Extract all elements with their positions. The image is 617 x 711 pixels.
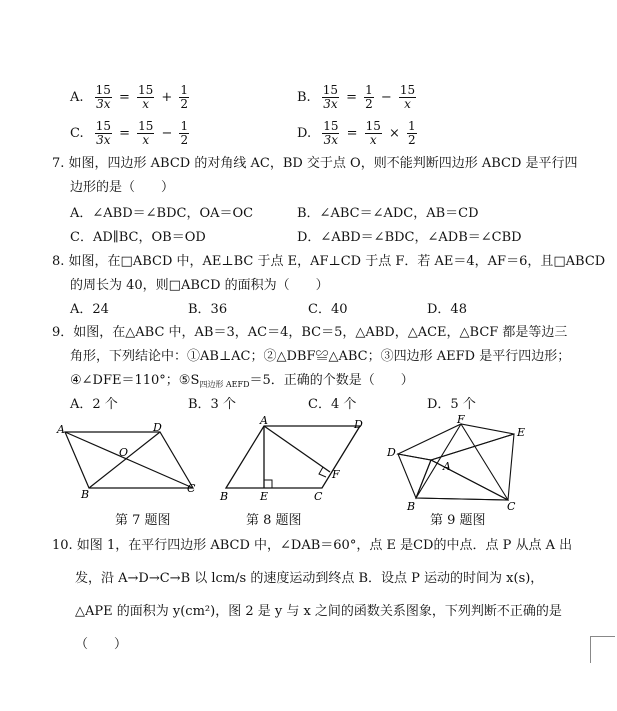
fraction: $\frac{1}{2}$ [180,83,189,111]
q7-stem-line1: 7. 如图，四边形 ABCD 的对角线 AC，BD 交于点 O，则不能判断四边形 ABCD 是平行四 [52,156,578,171]
figure-7-parallelogram [55,420,205,500]
point-label: C [314,490,323,503]
point-label: F [332,468,340,481]
option-label: D. [297,126,312,141]
point-label: D [153,421,162,434]
page-corner-mark [590,636,615,663]
fraction: $\frac{15}{x}$ [138,83,154,111]
parallelogram-abcd [226,426,360,488]
q10-stem-line4: （ ） [75,637,128,652]
altitude-af [264,426,330,472]
point-label: D [387,446,396,459]
q6-option-a: A. $\frac{15}{3x}$ = $\frac{15}{x}$ + $\frac{1}{2}$ [70,83,189,111]
figure-9-triangles [383,414,533,512]
point-label: B [81,488,90,500]
q7-stem-line2: 边形的是（ ） [70,180,175,195]
q7-option-b: B．∠ABC＝∠ADC，AB＝CD [297,206,479,221]
q8-option-d: D．48 [427,302,467,317]
fraction: $\frac{15}{x}$ [399,83,416,111]
q7-option-a: A．∠ABD＝∠BDC，OA＝OC [70,206,254,221]
q6-option-c: C. $\frac{15}{3x}$ = $\frac{15}{x}$ − $\frac{1}{2}$ [70,119,189,147]
q8-option-a: A．24 [70,302,109,317]
fraction: $\frac{15}{3x}$ [95,83,111,111]
q8-stem-line2: 的周长为 40，则□ABCD 的面积为（ ） [70,278,329,293]
q8-option-c: C．40 [308,302,348,317]
point-label: E [517,426,526,439]
fraction: $\frac{1}{2}$ [407,119,416,147]
q9-option-b: B．3 个 [188,397,236,412]
fraction: $\frac{15}{3x}$ [95,119,111,147]
triangle-abc [416,460,508,500]
quadrilateral-aefd [398,424,514,460]
point-label: A [57,423,65,436]
point-label: C [507,500,516,512]
figure-8-caption: 第 8 题图 [246,513,302,528]
point-label: B [407,500,416,512]
point-label: A [443,460,451,473]
point-label: E [260,490,269,503]
point-label: F [457,414,465,426]
fraction: $\frac{15}{3x}$ [322,83,339,111]
q10-stem-line2: 发，沿 A→D→C→B 以 lcm/s 的速度运动到终点 B．设点 P 运动的时间为 x(s)， [75,571,544,586]
point-label: O [119,446,129,459]
subscript: 四边形 AEFD [199,380,250,389]
q7-option-d: D．∠ABD＝∠BDC，∠ADB＝∠CBD [297,230,522,245]
q9-stem-line2: 角形，下列结论中：①AB⊥AC；②△DBF≌△ABC；③四边形 AEFD 是平行四边形； [70,349,571,364]
q10-stem-line3: △APE 的面积为 y(cm²)，图 2 是 y 与 x 之间的函数关系图象，下列判断不正确的是 [75,604,562,619]
triangle-abd [398,454,431,498]
figure-8-parallelogram [218,414,368,506]
figure-9-caption: 第 9 题图 [430,513,486,528]
right-angle-mark [264,480,272,488]
q9-option-d: D．5 个 [427,397,476,412]
figure-7-caption: 第 7 题图 [115,513,171,528]
q8-option-b: B．36 [188,302,228,317]
q9-option-a: A．2 个 [70,397,118,412]
fraction: $\frac{15}{x}$ [365,119,381,147]
diagonal-ac [65,432,193,488]
q10-stem-line1: 10. 如图 1，在平行四边形 ABCD 中，∠DAB＝60°，点 E 是CD的中点．点 P 从点 A 出 [52,538,573,553]
fraction: $\frac{1}{2}$ [365,83,373,111]
point-label: C [187,482,196,495]
option-label: C. [70,126,84,141]
q9-stem-line3: ④∠DFE＝110°；$⑤S_{四边形 AEFD}=5$．正确的个数是（ ） [70,373,414,389]
q9-option-c: C．4 个 [308,397,357,412]
diagonal-bd [89,432,160,488]
q8-stem-line1: 8. 如图，在□ABCD 中，AE⊥BC 于点 E，AF⊥CD 于点 F．若 AE＝4，AF＝6，且□ABCD [52,254,606,269]
option-label: A. [70,90,84,105]
point-label: D [354,418,363,431]
q9-stem-line1: 9．如图，在△ABC 中，AB＝3，AC＝4，BC＝5，△ABD，△ACE，△BCF 都是等边三 [52,325,568,340]
q6-option-d: D. $\frac{15}{3x}$ = $\frac{15}{x}$ × $\frac{1}{2}$ [297,119,416,147]
q7-option-c: C．AD∥BC，OB＝OD [70,230,206,245]
fraction: $\frac{15}{3x}$ [323,119,339,147]
fraction: $\frac{1}{2}$ [180,119,189,147]
point-label: A [260,414,268,427]
q6-option-b: B. $\frac{15}{3x}$ = $\frac{1}{2}$ − $\frac{15}{x}$ [297,83,416,111]
point-label: B [220,490,229,503]
fraction: $\frac{15}{x}$ [138,119,154,147]
option-label: B. [297,90,311,105]
